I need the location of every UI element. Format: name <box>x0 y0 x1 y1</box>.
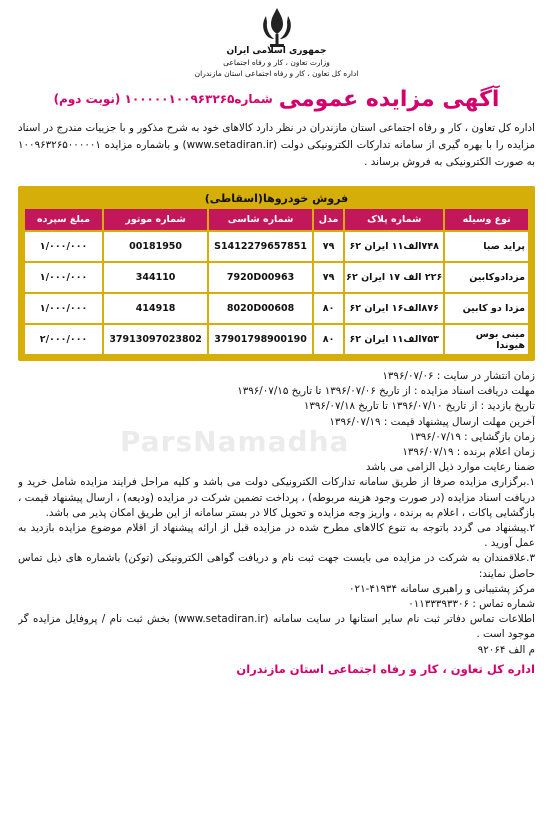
intro-paragraph: اداره کل تعاون ، کار و رفاه اجتماعی استان مازندران در نظر دارد کالاهای خود به شرح مذکور و با جزییات مندرج در اسناد مزایده را با بهره گیری از سامانه تدارکات الکترونیکی دولت (www.setadiran.ir) و باشماره مزایده ۱۰۰۹۶۳۲۶۵۰۰۰۰۰۱ به صورت الکترونیکی به فروش برساند . <box>18 122 535 168</box>
auction-number: شماره۱۰۰۰۰۰۱۰۰۹۶۳۲۶۵ (نوبت دوم) <box>53 92 273 106</box>
cell-deposit: ۲/۰۰۰/۰۰۰ <box>25 325 102 354</box>
cell-type: مزدا دو کابین <box>445 294 528 323</box>
header-model: مدل <box>314 209 343 230</box>
cell-model: ۸۰ <box>314 294 343 323</box>
cell-plate: ۷۵۳الف۱۱ ایران ۶۲ <box>345 325 443 354</box>
cell-deposit: ۱/۰۰۰/۰۰۰ <box>25 263 102 292</box>
note-1: ۱.برگزاری مزایده صرفا از طریق سامانه تدارکات الکترونیکی دولت می باشد و کلیه مراحل فرایند مزایده شامل خرید و دریافت اسناد مزایده (در صورت وجود هزینه مربوطه) ، پرداخت تضمین شرکت در مزایده (ودیعه) ، ارسال پیشنهاد قیمت ، بازگشایی پاکات ، اعلام به برنده ، واریز وجه مزایده و تحویل کالا در بستر سامانه از این طریق امکان پذیر می باشد. <box>18 476 535 519</box>
footer-organization: اداره کل تعاون ، کار و رفاه اجتماعی استان مازندران <box>236 661 535 676</box>
schedule-visit: تاریخ بازدید : از تاریخ ۱۳۹۶/۰۷/۱۰ تا تاریخ ۱۳۹۶/۰۷/۱۸ <box>303 400 535 413</box>
cell-engine: 344110 <box>104 263 207 292</box>
contact-phone: شماره تماس : ۰۱۱۳۳۳۹۳۳۰۶ <box>408 598 535 611</box>
header-deposit: مبلغ سپرده <box>25 209 102 230</box>
cell-chassis: 8020D00608 <box>209 294 312 323</box>
cell-model: ۷۹ <box>314 263 343 292</box>
table-title: فروش خودروها(اسقاطی) <box>204 192 349 205</box>
cell-type: مینی بوس هیوندا <box>445 325 528 354</box>
table-row <box>25 294 528 323</box>
title-main: آگهی مزایده عمومی <box>278 86 500 112</box>
schedule-publish: زمان انتشار در سایت : ۱۳۹۶/۰۷/۰۶ <box>382 370 535 382</box>
cell-deposit: ۱/۰۰۰/۰۰۰ <box>25 294 102 323</box>
support-center: مرکز پشتیبانی و راهبری سامانه ۴۱۹۳۴-۰۲۱ <box>349 582 535 595</box>
header <box>12 0 541 82</box>
contact-info: اطلاعات تماس دفاتر ثبت نام سایر استانها در سایت سامانه (www.setadiran.ir) بخش ثبت نام / پروفایل مزایده گر موجود است . <box>18 613 535 641</box>
table-row <box>25 325 528 354</box>
org-line-2: وزارت تعاون ، کار و رفاه اجتماعی <box>223 58 330 67</box>
cell-plate: ۷۴۸الف۱۱ ایران ۶۲ <box>345 232 443 261</box>
watermark: ParsNamadha <box>120 425 350 458</box>
schedule-documents: مهلت دریافت اسناد مزایده : از تاریخ ۱۳۹۶/۰۷/۰۶ تا تاریخ ۱۳۹۶/۰۷/۱۵ <box>237 385 535 398</box>
cell-chassis: S1412279657851 <box>209 232 312 261</box>
schedule-opening: زمان بازگشایی : ۱۳۹۶/۰۷/۱۹ <box>409 430 535 443</box>
cell-type: پراید صبا <box>445 232 528 261</box>
notice-body <box>18 369 535 677</box>
note-3: ۳.علاقمندان به شرکت در مزایده می بایست جهت ثبت نام و دریافت گواهی الکترونیکی (توکن) باشماره های ذیل تماس حاصل نمایند: <box>18 552 535 580</box>
vehicles-table <box>23 207 530 356</box>
header-engine: شماره موتور <box>104 209 207 230</box>
header-type: نوع وسیله <box>445 209 528 230</box>
cell-chassis: 7920D00963 <box>209 263 312 292</box>
org-line-1: جمهوری اسلامی ایران <box>226 46 327 56</box>
header-chassis: شماره شاسی <box>209 209 312 230</box>
table-header-row <box>25 209 528 230</box>
cell-engine: 00181950 <box>104 232 207 261</box>
cell-deposit: ۱/۰۰۰/۰۰۰ <box>25 232 102 261</box>
cell-type: مزدادوکابین <box>445 263 528 292</box>
table-row <box>25 263 528 292</box>
note-2: ۲.پیشنهاد می گردد باتوجه به تنوع کالاهای مطرح شده در مزایده قبل از ارائه پیشنهاد از اقلام موضوع مزایده بازدید به عمل آورید . <box>18 522 535 550</box>
vehicles-table-frame <box>18 186 535 361</box>
reference-number: م الف ۹۲۰۶۴ <box>477 643 535 656</box>
notice-title <box>12 82 541 116</box>
schedule-deadline: آخرین مهلت ارسال پیشنهاد قیمت : ۱۳۹۶/۰۷/۱۹ <box>329 415 535 428</box>
cell-plate: ۸۷۶الف۱۶ ایران ۶۲ <box>345 294 443 323</box>
header-plate: شماره پلاک <box>345 209 443 230</box>
cell-chassis: 37901798900190 <box>209 325 312 354</box>
org-line-3: اداره کل تعاون ، کار و رفاه اجتماعی استان مازندران <box>194 69 359 78</box>
organization-block <box>195 46 359 79</box>
cell-engine: 37913097023802 <box>104 325 207 354</box>
cell-engine: 414918 <box>104 294 207 323</box>
cell-model: ۸۰ <box>314 325 343 354</box>
table-row <box>25 232 528 261</box>
notes-intro: ضمنا رعایت موارد ذیل الزامی می باشد <box>365 461 535 474</box>
schedule-winner: زمان اعلام برنده : ۱۳۹۶/۰۷/۱۹ <box>402 446 535 459</box>
cell-plate: ۲۲۶ الف ۱۷ ایران ۶۲ <box>345 263 443 292</box>
iran-emblem-icon <box>254 4 300 50</box>
cell-model: ۷۹ <box>314 232 343 261</box>
